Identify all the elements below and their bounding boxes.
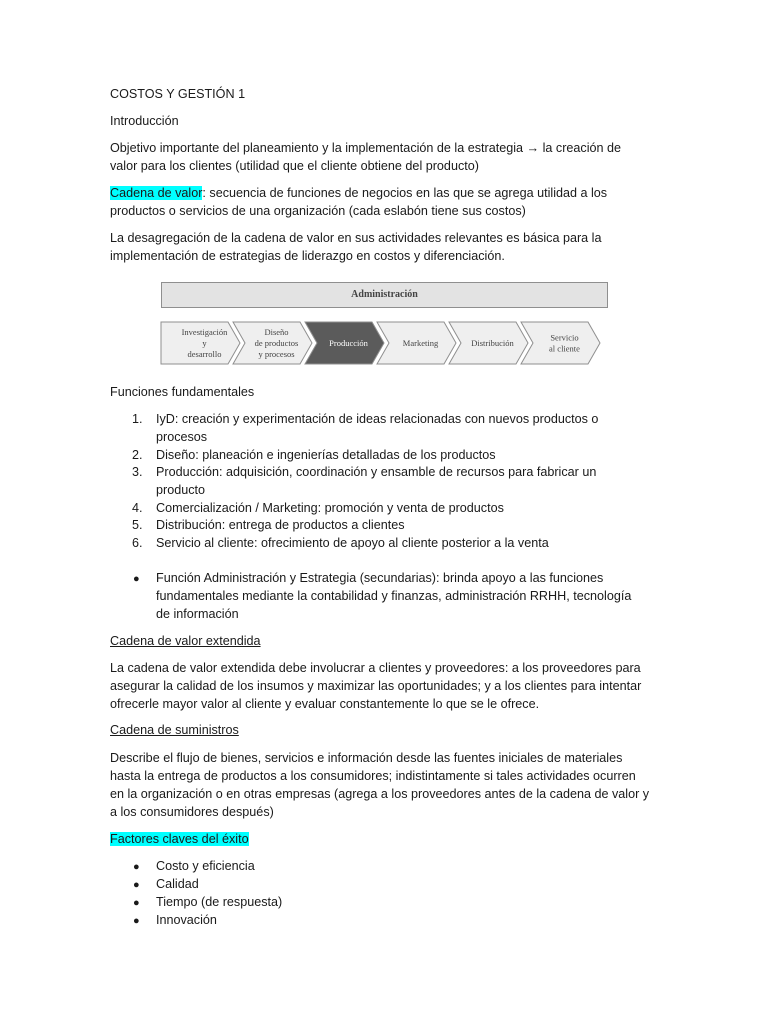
list-number: 4. bbox=[132, 501, 143, 515]
bullet-icon: ● bbox=[133, 861, 140, 873]
chain-step-label: Marketing bbox=[402, 338, 439, 348]
chain-step-label: Diseño bbox=[264, 327, 289, 337]
chain-step-label: al cliente bbox=[549, 343, 580, 354]
chain-step-label: desarrollo bbox=[187, 349, 222, 359]
paragraph-line: en la organización o en otras empresas (agrega a los proveedores antes de la cadena de valor y bbox=[110, 787, 650, 801]
bullet-icon: ● bbox=[133, 573, 140, 585]
chain-step-label: Investigación bbox=[181, 327, 228, 337]
function-item-line: IyD: creación y experimentación de ideas relacionadas con nuevos productos o bbox=[156, 412, 599, 426]
secondary-line: de información bbox=[156, 607, 239, 621]
chain-step-label: y procesos bbox=[258, 349, 295, 359]
objective-line-1: Objetivo importante del planeamiento y la implementación de la estrategia → la creación de bbox=[110, 141, 622, 155]
document-title: COSTOS Y GESTIÓN 1 bbox=[110, 87, 246, 101]
disaggregation-line-2: implementación de estrategias de liderazgo en costos y diferenciación. bbox=[110, 249, 505, 263]
factors-heading bbox=[110, 831, 249, 849]
objective-line-2: valor para los clientes (utilidad que el cliente obtiene del producto) bbox=[110, 159, 479, 173]
factor-item: Tiempo (de respuesta) bbox=[156, 895, 283, 909]
paragraph-line: Describe el flujo de bienes, servicios e información desde las fuentes iniciales de materiales bbox=[110, 751, 623, 765]
intro-heading: Introducción bbox=[110, 114, 179, 128]
extended-chain-heading: Cadena de valor extendida bbox=[110, 634, 261, 648]
functions-heading: Funciones fundamentales bbox=[110, 385, 255, 399]
list-number: 1. bbox=[132, 412, 143, 426]
definition-text: : secuencia de funciones de negocios en las que se agrega utilidad a los bbox=[202, 186, 608, 200]
chain-step-label: de productos bbox=[254, 338, 299, 348]
paragraph-line: asegurar la calidad de los insumos y maximizar las oportunidades; y a los clientes para intentar bbox=[110, 679, 642, 693]
highlighted-factors-heading: Factores claves del éxito bbox=[110, 832, 249, 846]
value-chain-definition-line-2: productos o servicios de una organización (cada eslabón tiene sus costos) bbox=[110, 204, 526, 218]
function-item-line: Comercialización / Marketing: promoción y venta de productos bbox=[156, 501, 504, 515]
supply-chain-heading: Cadena de suministros bbox=[110, 723, 239, 737]
administration-bar: Administración bbox=[161, 282, 608, 308]
bullet-icon: ● bbox=[133, 879, 140, 891]
bullet-icon: ● bbox=[133, 915, 140, 927]
secondary-line: Función Administración y Estrategia (secundarias): brinda apoyo a las funciones bbox=[156, 571, 604, 585]
value-chain-definition bbox=[110, 185, 607, 203]
paragraph-line: ofrecerle mayor valor al cliente y evaluar constantemente lo que se le ofrece. bbox=[110, 697, 540, 711]
disaggregation-line-1: La desagregación de la cadena de valor en sus actividades relevantes es básica para la bbox=[110, 231, 602, 245]
factor-item: Costo y eficiencia bbox=[156, 859, 255, 873]
paragraph-line: a los consumidores después) bbox=[110, 805, 274, 819]
chain-step-label: Producción bbox=[329, 338, 368, 348]
value-chain-steps bbox=[158, 279, 613, 369]
list-number: 5. bbox=[132, 518, 143, 532]
factor-item: Calidad bbox=[156, 877, 199, 891]
function-item-line: Distribución: entrega de productos a clientes bbox=[156, 518, 405, 532]
list-number: 6. bbox=[132, 536, 143, 550]
highlighted-term: Cadena de valor bbox=[110, 186, 203, 200]
chain-step-label: y bbox=[202, 338, 207, 348]
function-item-line: procesos bbox=[156, 430, 208, 444]
paragraph-line: La cadena de valor extendida debe involucrar a clientes y proveedores: a los proveedores para bbox=[110, 661, 641, 675]
list-number: 2. bbox=[132, 448, 143, 462]
function-item-line: producto bbox=[156, 483, 206, 497]
value-chain-diagram bbox=[158, 279, 613, 369]
chain-step-label: Distribución bbox=[471, 338, 514, 348]
secondary-line: fundamentales mediante la contabilidad y finanzas, administración RRHH, tecnología bbox=[156, 589, 632, 603]
list-number: 3. bbox=[132, 465, 143, 479]
factor-item: Innovación bbox=[156, 913, 217, 927]
function-item-line: Servicio al cliente: ofrecimiento de apoyo al cliente posterior a la venta bbox=[156, 536, 549, 550]
chain-step-label: Servicio bbox=[550, 332, 579, 343]
function-item-line: Producción: adquisición, coordinación y ensamble de recursos para fabricar un bbox=[156, 465, 597, 479]
paragraph-line: hasta la entrega de productos a los consumidores; indistintamente si tales actividades ocurren bbox=[110, 769, 636, 783]
bullet-icon: ● bbox=[133, 897, 140, 909]
function-item-line: Diseño: planeación e ingenierías detalladas de los productos bbox=[156, 448, 496, 462]
